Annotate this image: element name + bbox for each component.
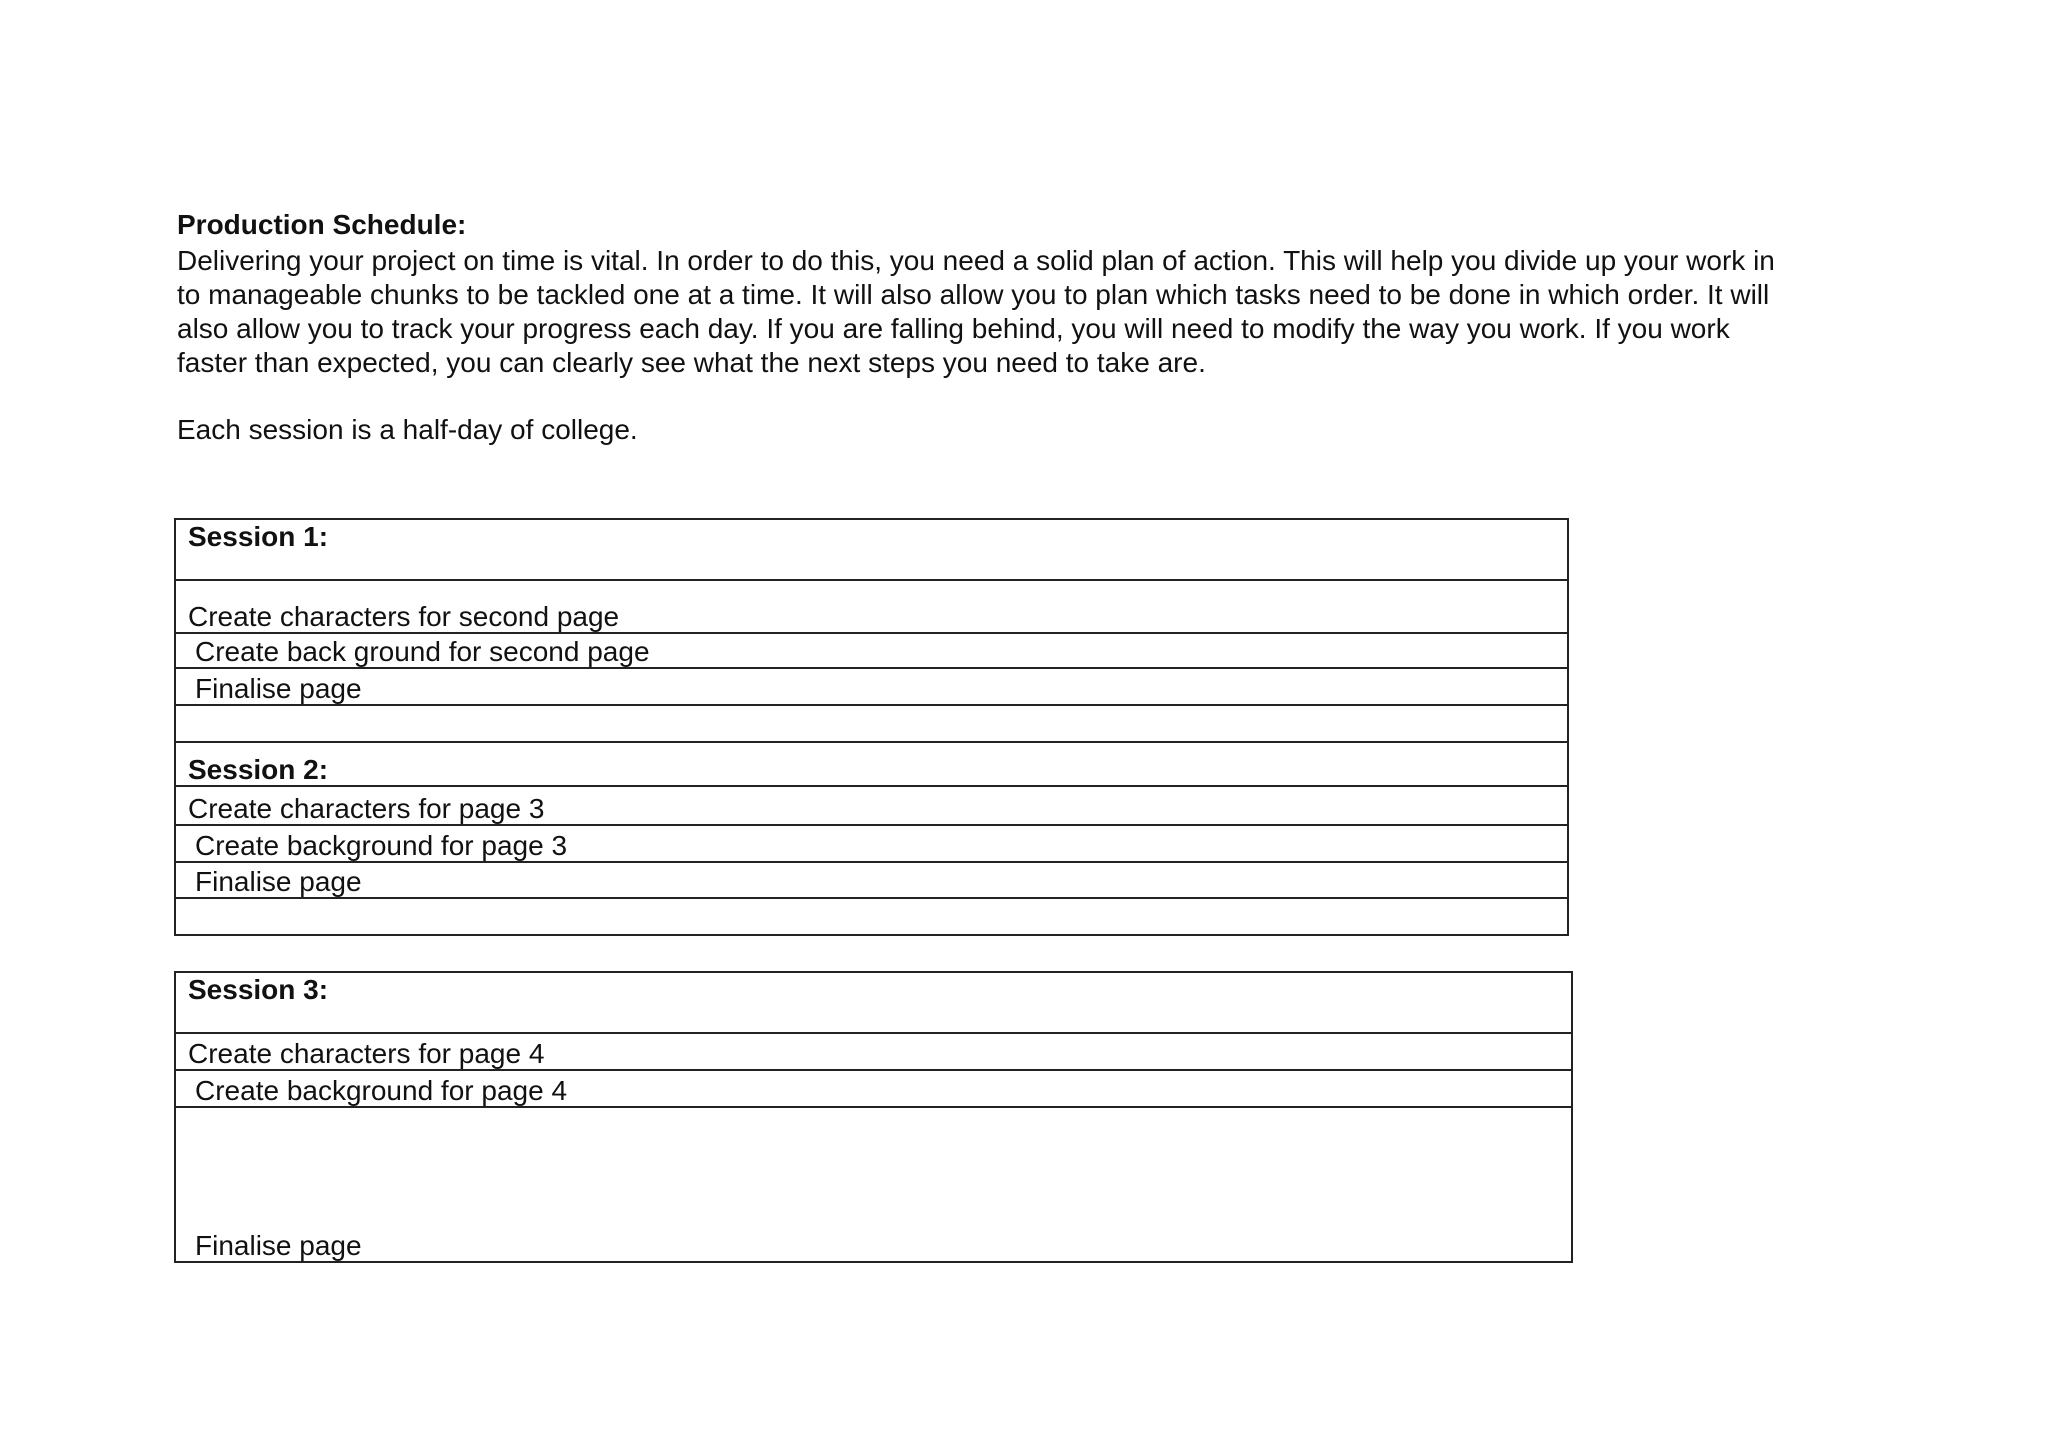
table-row xyxy=(175,668,1568,705)
table-row xyxy=(175,705,1568,742)
intro-line: faster than expected, you can clearly see what the next steps you need to take are. xyxy=(177,347,1206,378)
table-row xyxy=(175,786,1568,825)
session-3-task-3: Finalise page xyxy=(175,1107,1572,1262)
intro-line: to manageable chunks to be tackled one at a time. It will also allow you to plan which tasks need to be done in which order. It will xyxy=(177,279,1770,310)
session-2-task-2: Create background for page 3 xyxy=(175,825,1568,862)
session-1-task-1: Create characters for second page xyxy=(175,580,1568,633)
schedule-table-session-3 xyxy=(174,971,1573,1263)
session-3-task-2: Create background for page 4 xyxy=(175,1070,1572,1107)
session-2-task-1: Create characters for page 3 xyxy=(175,786,1568,825)
table-row xyxy=(175,742,1568,786)
session-2-title: Session 2: xyxy=(175,742,1568,786)
table-row xyxy=(175,972,1572,1033)
schedule-table-sessions-1-2 xyxy=(174,518,1569,936)
session-2-task-4 xyxy=(175,898,1568,935)
session-1-title: Session 1: xyxy=(175,519,1568,580)
intro-line: Delivering your project on time is vital. In order to do this, you need a solid plan of action. This will help you divide up your work in xyxy=(177,245,1775,276)
session-3-title: Session 3: xyxy=(175,972,1572,1033)
session-2-task-3: Finalise page xyxy=(175,862,1568,898)
table-row xyxy=(175,1033,1572,1070)
intro-paragraph xyxy=(177,244,1877,380)
session-1-task-2: Create back ground for second page xyxy=(175,633,1568,668)
table-row xyxy=(175,580,1568,633)
session-1-task-4 xyxy=(175,705,1568,742)
session-3-task-1: Create characters for page 4 xyxy=(175,1033,1572,1070)
intro-line: also allow you to track your progress each day. If you are falling behind, you will need to modify the way you work. If you work xyxy=(177,313,1730,344)
session-1-task-3: Finalise page xyxy=(175,668,1568,705)
page-title: Production Schedule: xyxy=(177,209,467,240)
session-note: Each session is a half-day of college. xyxy=(177,414,638,445)
table-row xyxy=(175,1107,1572,1262)
table-row xyxy=(175,862,1568,898)
table-row xyxy=(175,633,1568,668)
table-row xyxy=(175,519,1568,580)
table-row xyxy=(175,1070,1572,1107)
table-row xyxy=(175,825,1568,862)
table-row xyxy=(175,898,1568,935)
